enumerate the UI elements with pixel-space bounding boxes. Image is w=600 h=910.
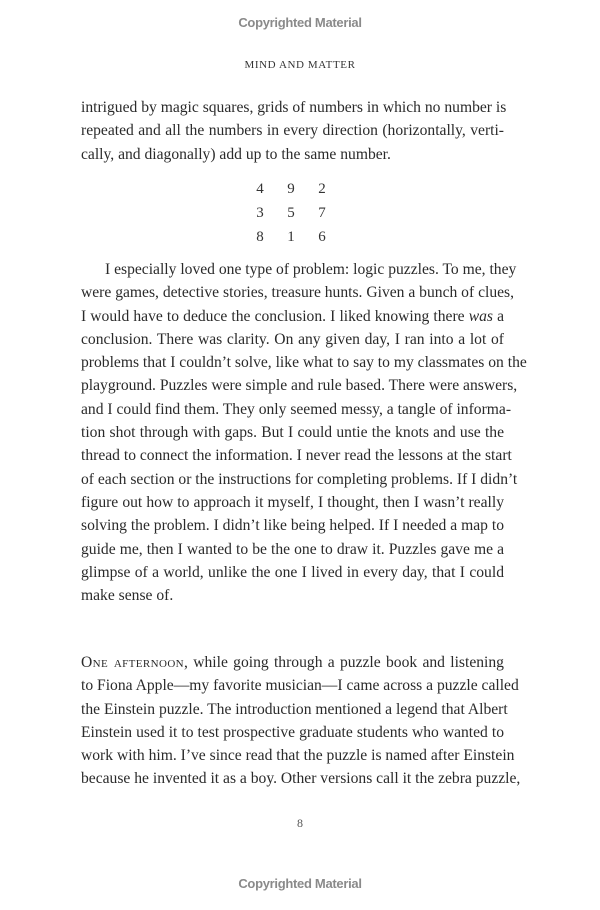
running-head: MIND AND MATTER xyxy=(244,59,356,71)
text-line: conclusion. There was clarity. On any given day, I ran into a lot of xyxy=(81,330,504,348)
magic-square-cell: 8 xyxy=(256,229,264,245)
magic-square-cell: 1 xyxy=(287,229,295,245)
text-line: because he invented it as a boy. Other versions call it the zebra puzzle, xyxy=(81,770,521,788)
text-line: thread to connect the information. I never read the lessons at the start xyxy=(81,447,512,465)
text-line: guide me, then I wanted to be the one to draw it. Puzzles gave me a xyxy=(81,540,504,558)
text-line: I especially loved one type of problem: logic puzzles. To me, they xyxy=(105,261,517,278)
magic-square-row xyxy=(252,177,330,201)
text-line: solving the problem. I didn’t like being helped. If I needed a map to xyxy=(81,517,504,535)
text-line: and I could find them. They only seemed messy, a tangle of informa- xyxy=(81,400,512,418)
text-line: repeated and all the numbers in every direction (horizontally, verti- xyxy=(81,122,504,140)
text-line: playground. Puzzles were simple and rule based. There were answers, xyxy=(81,377,518,395)
paragraph-logic-puzzles xyxy=(81,258,527,607)
magic-square-cell: 6 xyxy=(318,229,326,245)
magic-square-cell: 9 xyxy=(287,181,295,197)
magic-square-row xyxy=(252,225,330,249)
paragraph-einstein-puzzle xyxy=(81,651,521,791)
magic-square-cell: 5 xyxy=(287,205,295,221)
magic-square-row xyxy=(252,201,330,225)
magic-square-cell: 7 xyxy=(318,205,326,221)
text-line: problems that I couldn’t solve, like what to say to my classmates on the xyxy=(81,354,527,372)
text-segment: a xyxy=(497,307,504,325)
text-line: Einstein used it to test prospective graduate students who wanted to xyxy=(81,723,504,741)
copyright-watermark-top: Copyrighted Material xyxy=(238,15,362,30)
text-line: glimpse of a world, unlike the one I lived in every day, that I could xyxy=(81,563,504,581)
text-line: make sense of. xyxy=(81,587,174,605)
italic-word: was xyxy=(468,307,493,325)
copyright-watermark-bottom: Copyrighted Material xyxy=(238,876,362,891)
magic-square xyxy=(252,177,330,249)
text-line: cally, and diagonally) add up to the same number. xyxy=(81,145,391,163)
text-line: figure out how to approach it myself, I thought, then I wasn’t really xyxy=(81,493,504,511)
text-line: intrigued by magic squares, grids of numbers in which no number is xyxy=(81,99,507,116)
text-line: the Einstein puzzle. The introduction mentioned a legend that Albert xyxy=(81,700,508,718)
text-line: of each section or the instructions for completing problems. If I didn’t xyxy=(81,470,518,488)
text-line: tion shot through with gaps. But I could untie the knots and use the xyxy=(81,424,504,442)
magic-square-cell: 4 xyxy=(256,181,264,197)
text-segment: , while going through a puzzle book and listening xyxy=(184,654,504,671)
magic-square-cell: 2 xyxy=(318,181,326,197)
text-segment: I would have to deduce the conclusion. I liked knowing there xyxy=(81,307,469,325)
text-line: to Fiona Apple—my favorite musician—I came across a puzzle called xyxy=(81,677,519,695)
text-line xyxy=(81,651,504,674)
page-number: 8 xyxy=(297,816,303,830)
paragraph-magic-squares xyxy=(81,96,507,166)
text-line: work with him. I’ve since read that the puzzle is named after Einstein xyxy=(81,747,515,765)
text-line: were games, detective stories, treasure hunts. Given a bunch of clues, xyxy=(81,284,515,302)
magic-square-cell: 3 xyxy=(256,205,264,221)
section-lead-small-caps: One afternoon xyxy=(81,654,185,671)
text-line xyxy=(81,305,504,328)
